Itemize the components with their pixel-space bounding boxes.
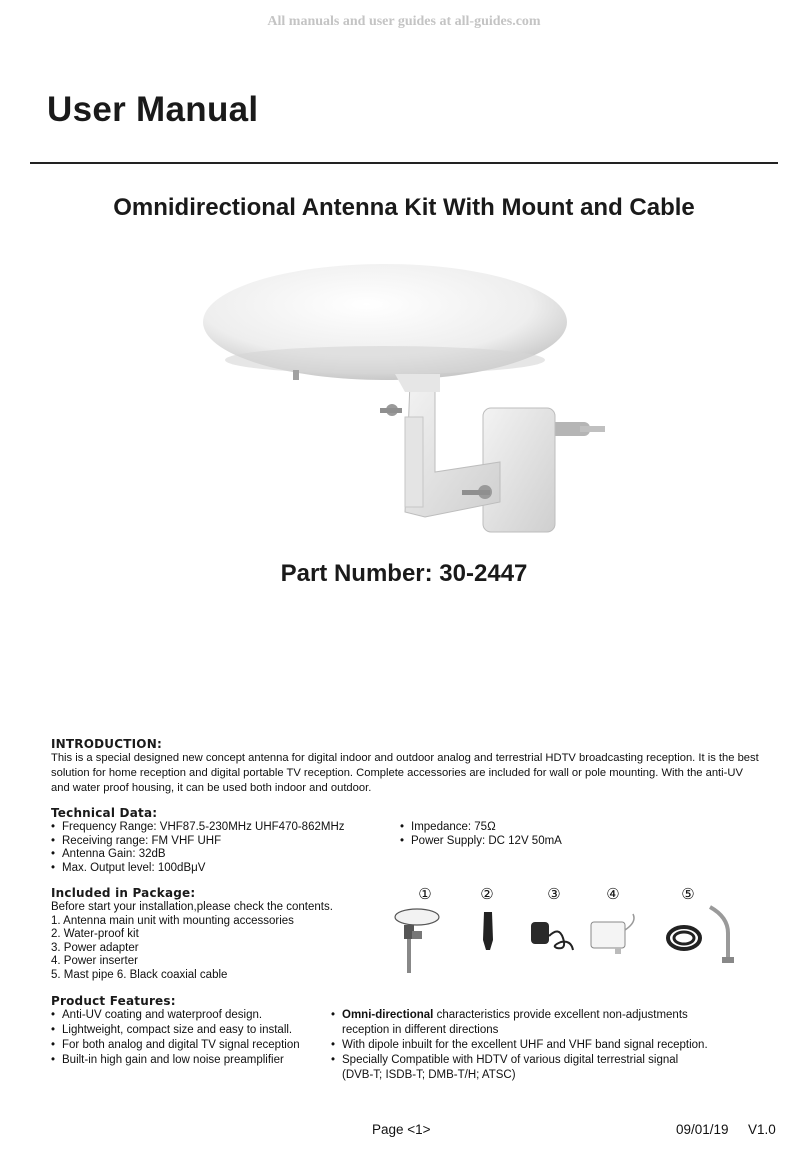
package-heading: Included in Package: [51, 886, 196, 900]
features-right-list [331, 1008, 708, 1083]
list-item: • Omni-directional characteristics provide excellent non-adjustments [331, 1009, 688, 1021]
list-item: 4. Power inserter [51, 955, 138, 967]
list-item: • Built-in high gain and low noise preamplifier [51, 1054, 284, 1066]
list-item: • Power Supply: DC 12V 50mA [400, 834, 562, 847]
power-inserter-image [585, 912, 640, 957]
package-intro: Before start your installation,please check the contents. [51, 901, 333, 913]
page-number: Page <1> [372, 1122, 431, 1137]
list-item: • For both analog and digital TV signal reception [51, 1039, 300, 1051]
list-item: • Max. Output level: 100dBμV [51, 861, 206, 874]
coaxial-cable-image [664, 918, 708, 958]
package-list [51, 901, 333, 982]
list-item: • Antenna Gain: 32dB [51, 848, 166, 860]
technical-data-right-list [400, 821, 562, 848]
list-item: • Specially Compatible with HDTV of various digital terrestrial signal [331, 1054, 679, 1066]
list-item: 1. Antenna main unit with mounting accessories [51, 914, 294, 927]
introduction-text: This is a special designed new concept antenna for digital indoor and outdoor analog and terrestrial HDTV broadcasting reception. It is the best solution for home reception and digital portable TV reception. Complete accessories are included for wall or pole mounting. With the anti-UV and water proof housing, it can be used both indoor and outdoor. [51, 752, 759, 794]
list-item: • Frequency Range: VHF87.5-230MHz UHF470-862MHz [51, 821, 345, 833]
introduction-heading: INTRODUCTION: [51, 737, 162, 751]
item-number-5: ⑤ [681, 886, 695, 903]
mast-pipe-image [706, 903, 746, 965]
item-number-4: ④ [606, 886, 620, 903]
power-adapter-image [527, 916, 577, 956]
item-number-3: ③ [547, 886, 561, 903]
footer-version: V1.0 [748, 1122, 776, 1137]
antenna-product-image [200, 262, 610, 542]
technical-data-left-list [51, 821, 345, 875]
antenna-unit-image [392, 905, 442, 975]
list-item: • With dipole inbuilt for the excellent UHF and VHF band signal reception. [331, 1039, 708, 1051]
item-number-2: ② [480, 886, 494, 903]
list-item: 5. Mast pipe 6. Black coaxial cable [51, 968, 228, 981]
features-heading: Product Features: [51, 994, 176, 1008]
watermark: All manuals and user guides at all-guides.com [267, 14, 541, 29]
footer-date: 09/01/19 [676, 1122, 729, 1137]
list-item: 3. Power adapter [51, 941, 139, 954]
list-item-continuation: (DVB-T; ISDB-T; DMB-T/H; ATSC) [342, 1069, 516, 1081]
item-number-1: ① [418, 886, 432, 903]
list-item: • Anti-UV coating and waterproof design. [51, 1009, 263, 1021]
list-item: 2. Water-proof kit [51, 928, 139, 940]
technical-data-heading: Technical Data: [51, 806, 158, 820]
document-title: User Manual [47, 90, 259, 129]
list-item-continuation: reception in different directions [342, 1024, 499, 1036]
waterproof-kit-image [478, 910, 498, 952]
list-item: • Lightweight, compact size and easy to install. [51, 1024, 293, 1036]
product-title: Omnidirectional Antenna Kit With Mount and Cable [113, 194, 695, 221]
part-number: Part Number: 30-2447 [280, 560, 528, 587]
features-left-list [51, 1008, 300, 1068]
list-item: • Impedance: 75Ω [400, 821, 496, 833]
header-divider [30, 162, 778, 164]
list-item: • Receiving range: FM VHF UHF [51, 834, 222, 847]
